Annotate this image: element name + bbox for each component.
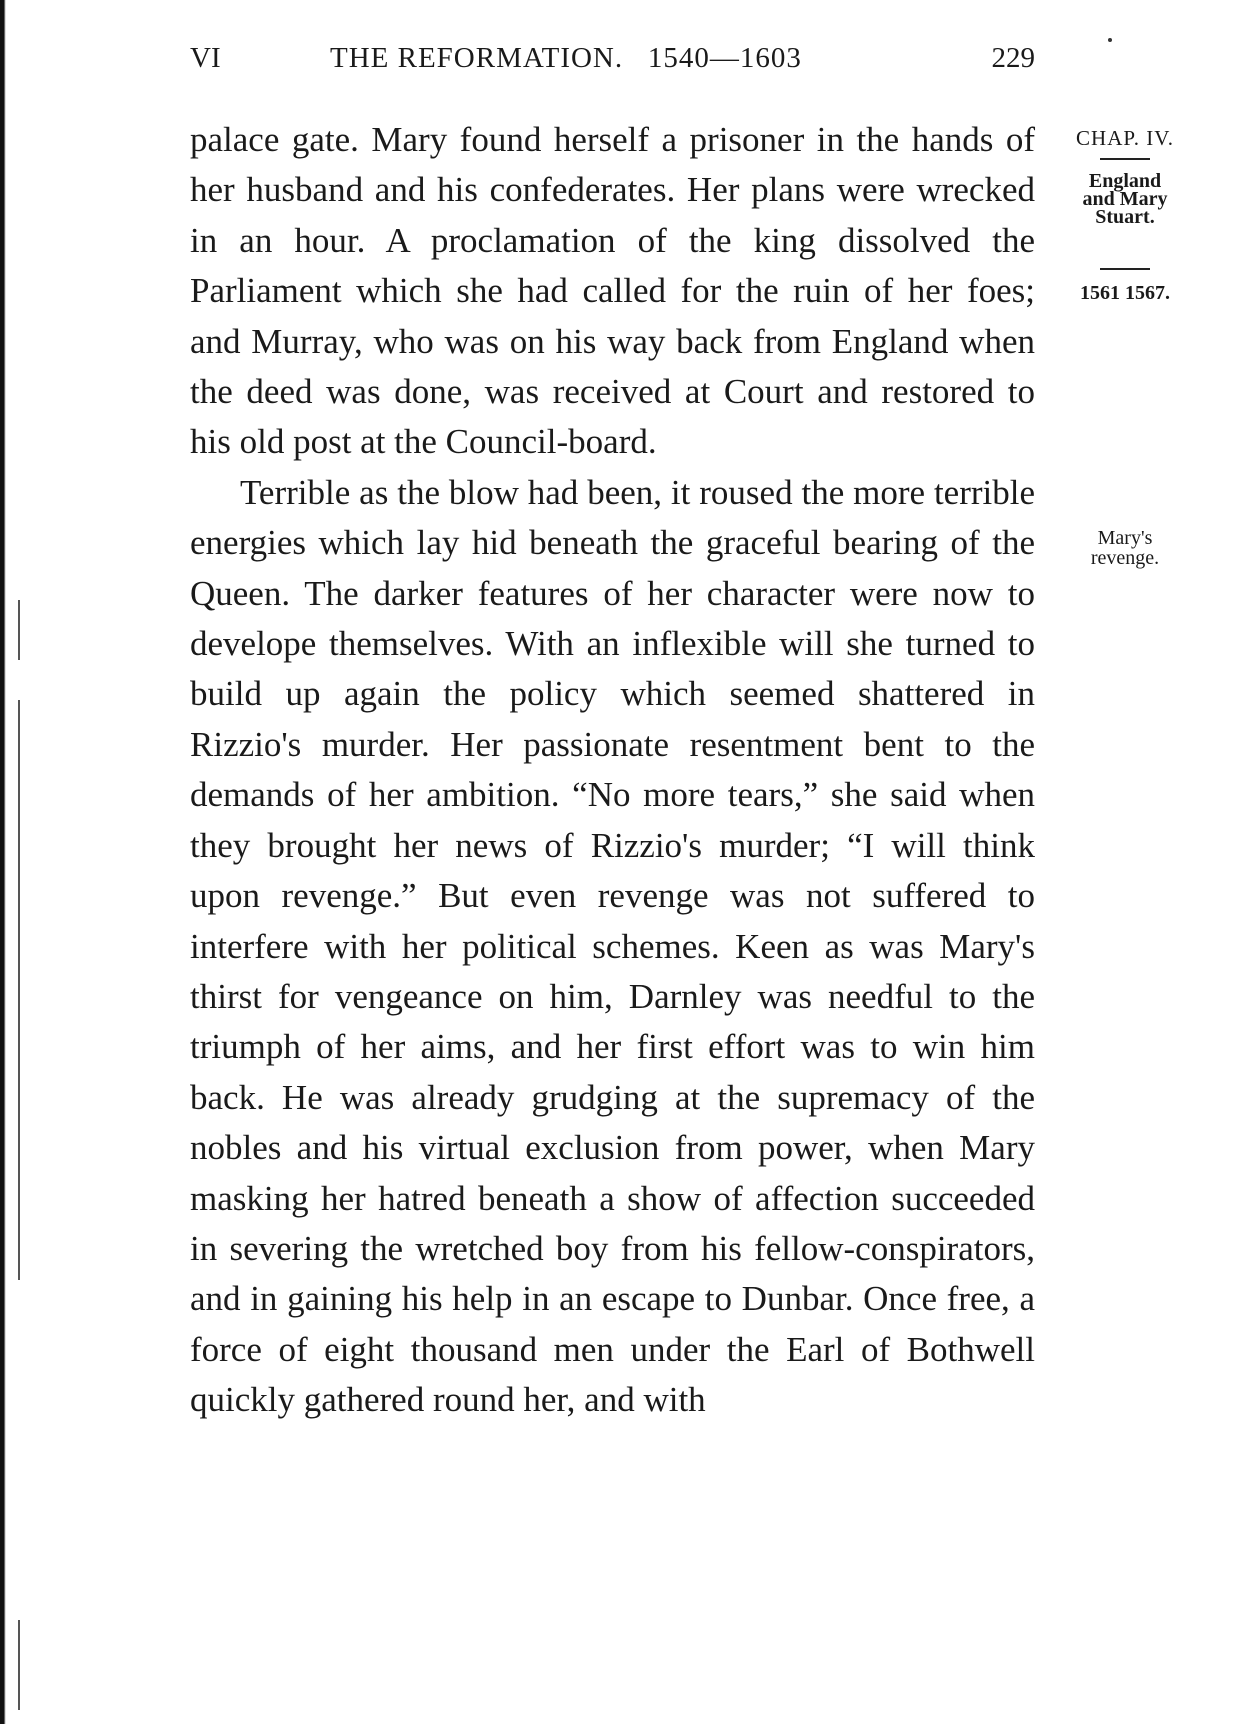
gutter-mark <box>18 700 20 1280</box>
running-header <box>190 38 1035 82</box>
gutter-mark <box>18 600 20 660</box>
margin-years: 1561 1567. <box>1080 282 1170 304</box>
side-note-line: Mary's <box>1097 527 1153 549</box>
margin-rule <box>1100 158 1150 160</box>
stray-ink-dot <box>1108 38 1112 42</box>
header-title-text: THE REFORMATION. <box>330 42 624 74</box>
margin-section-line: Stuart. <box>1095 206 1155 228</box>
gutter-mark <box>18 1620 20 1710</box>
header-title <box>330 42 802 75</box>
body-text <box>190 115 1035 1426</box>
header-dates: 1540—1603 <box>647 42 802 74</box>
margin-side-note <box>1050 528 1200 568</box>
side-note-line: revenge. <box>1090 547 1160 569</box>
margin-section-line: England <box>1088 170 1162 192</box>
margin-rule <box>1100 268 1150 270</box>
paragraph-2: Terrible as the blow had been, it roused the more terrible energies which lay hid beneath the graceful bearing of the Queen. The darker features of her character were now to develope themselves. With an inflexible will she turned to build up again the policy which seemed shattered in Rizzio's murder. Her passionate resentment bent to the demands of her ambition. “No more tears,” she said when they brought her news of Rizzio's murder; “I will think upon revenge.” But even revenge was not suffered to interfere with her political schemes. Keen as was Mary's thirst for vengeance on him, Darnley was needful to the triumph of her aims, and her first effort was to win him back. He was already grudging at the supremacy of the nobles and his virtual exclusion from power, when Mary masking her hatred beneath a show of affection succeeded in severing the wretched boy from his fellow-conspirators, and in gaining his help in an escape to Dunbar. Once free, a force of eight thousand men under the Earl of Bothwell quickly gathered round her, and with <box>190 472 1035 1420</box>
margin-section-line: and Mary <box>1082 188 1168 210</box>
margin-section-heading <box>1050 172 1200 226</box>
page-binding-edge <box>0 0 6 1724</box>
margin-chapter-ref: CHAP. IV. <box>1076 126 1174 150</box>
header-page-number: 229 <box>991 42 1035 74</box>
header-chapter: VI <box>190 42 221 74</box>
paragraph-1: palace gate. Mary found herself a prisoner in the hands of her husband and his confederates. Her plans were wrecked in an hour. A proclamation of the king dissolved the Parliament which she had called for the ruin of her foes; and Murray, who was on his way back from England when the deed was done, was received at Court and restored to his old post at the Council-board. <box>190 120 1035 462</box>
